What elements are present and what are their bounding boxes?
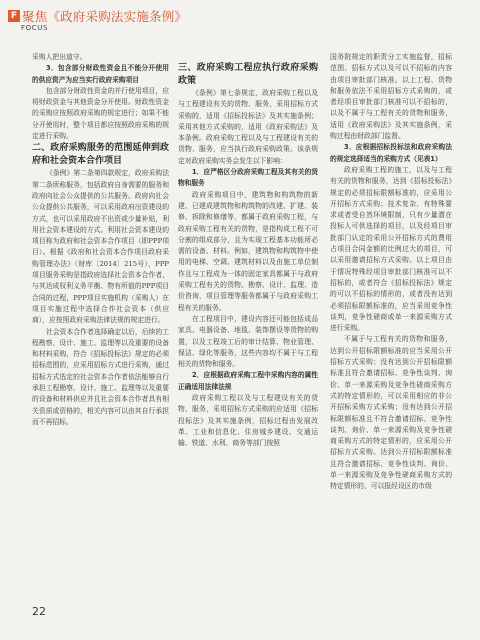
paragraph: 政府采购项目中，建筑物和构筑物的新建、已建成建筑物和构筑物的改建、扩建、装修、拆除和修缮等，都属于政府采购工程，与政府采购工程有关的货物，是指构成工程不可分割的组成部分，且为实现工程基本功能所必需的设备、材料。例如，建筑物和构筑物中使用的电梯、空调、建筑材料以及由施工单位制作且与工程成为一体的固定家具都属于与政府采购工程有关的货物。勘察、设计、监理、造价咨询、项目管理等服务都属于与政府采购工程有关的服务。 xyxy=(178,190,318,312)
page-number: 22 xyxy=(32,605,46,618)
text-column-middle xyxy=(178,52,318,450)
paragraph: 国务院规定的职责分工实施监督，招标范围、招标方式以及可以不招标的内容由项目审批部门核准。以上工程、货物和服务依法不采用招标方式采购的，或者经项目审批部门核准可以不招标的，以及不属于与工程有关的货物和服务，适用《政府采购法》及其实施条例，采购过程由财政部门监督。 xyxy=(330,53,452,141)
paragraph: 《条例》第二条第四款规定，政府采购法第二条所称服务，包括政府自身需要的服务和政府向社会公众提供的公共服务。政府向社会公众提供公共服务，可以采用政府出资建设的方式，也可以采用政府不出资或少量补贴，利用社会资本建设的方式。利用社会资本建设的项目称为政府和社会资本合作项目（即PPP项目）。根据《政府和社会资本合作项目政府采购管理办法》（财库〔2014〕215号），PPP项目服务采购是指政府选择社会资本合作者，与其达成权利义务平衡、物有所值的PPP项目合同的过程，PPP项目实施机构（采购人）在项目实施过程中选择合作社会资本（供应商），应按照政府采购法律法规的规定进行。 xyxy=(32,169,169,325)
magazine-logo-icon: F xyxy=(8,10,20,22)
text-column-left xyxy=(32,52,169,428)
paragraph: 社会资本合作者选择确定以后，后续的工程勘察、设计、施工、监理等以及重要的设备和材料采购，符合《招标投标法》规定的必须招标范围的，应采用招标方式进行采购，通过招标方式选定的社会资本合作者依法能够自行承担工程勘察、设计、施工、监理等以及重要的设备和材料供应并且社会资本合作者具有相关资质或资格的，相关内容可以由其自行承担而不再招标。 xyxy=(32,327,169,426)
section-subtitle: FOCUS xyxy=(21,24,48,32)
subsection-heading: 3．应根据招标投标法和政府采购法的规定选择适当的采购方式（见表1） xyxy=(330,143,452,163)
section-heading: 二、政府采购服务的范围延伸到政府和社会资本合作项目 xyxy=(32,143,169,167)
text-column-right xyxy=(330,52,452,493)
paragraph: 不属于与工程有关的货物和服务，达到公开招标限额标准的应当采用公开招标方式采购；没有达到公开招标限额标准且符合邀请招标、竞争性谈判、询价、单一来源采购及竞争性磋商采购方式的特定情形的，可以采用相应的非公开招标采购方式采购；没有达到公开招标限额标准且不符合邀请招标、竞争性谈判、询价、单一来源采购及竞争性磋商采购方式的特定情形的，应采用公开招标方式采购。达到公开招标限额标准且符合邀请招标、竞争性谈判、询价、单一来源采购及竞争性磋商采购方式的特定情形的，可以报经设区的市级 xyxy=(330,335,452,491)
subsection-heading: 1．应严格区分政府采购工程及其有关的货物和服务 xyxy=(178,168,318,188)
page-header xyxy=(0,0,480,36)
paragraph: 在工程项目中，建设内容还可能包括成品家具、电器设备、地毯、装饰摆设等货物的购置，以及工程竣工后的审计结算、物业管理、保洁、绿化等服务，这些内容均不属于与工程相关的货物和服务。 xyxy=(178,314,318,369)
paragraph: 采购人把出道守。 xyxy=(32,53,87,61)
subsection-heading: 3．包含部分财政性资金且不能分开使用的供应资产为应当实行政府采购项目 xyxy=(32,64,169,84)
paragraph: 包含部分财政性资金的并行使用项目，应将财政资金与其他资金分开使用。财政性资金的采购应按照政府采购的规定进行；如果不能分开使用时，整个项目都应按照政府采购的规定进行采购。 xyxy=(32,86,169,141)
paragraph: 政府采购工程的施工，以及与工程有关的货物和服务，达到《招标投标法》规定的必须招标限额标准的，应采用公开招标方式采购；技术复杂、有特殊要求或者受自然环境限制，只有少量潜在投标人可供选择的项目，以及经项目审批部门认定的采用公开招标方式的费用占项目合同金额的比例过大的项目，可以采用邀请招标方式采购。以上项目由于情况特殊经项目审批部门核准可以不招标的，或者符合《招标投标法》规定的可以不招标的情形的，或者没有达到必须招标限额标准的，应当采用竞争性谈判，竞争性磋商或单一来源采购方式进行采购。 xyxy=(330,165,452,333)
paragraph: 《条例》第七条规定，政府采购工程以及与工程建设有关的货物、服务，采用招标方式采购的，适用《招标投标法》及其实施条例；采用其他方式采购的，适用《政府采购法》及本条例。政府采购工程以及与工程建设有关的货物、服务，应当执行政府采购政策。该条规定对政府采购实务会发生以下影响： xyxy=(178,89,318,165)
section-heading: 三、政府采购工程应执行政府采购政策 xyxy=(178,63,318,86)
subsection-heading: 2．应根据政府采购工程中采购内容的属性正确适用法律法规 xyxy=(178,371,318,391)
paragraph: 政府采购工程以及与工程建设有关的货物、服务，采用招标方式采购的应适用《招标投标法》及其实施条例，招标过程由发展改革、工业和信息化、住房城乡建设、交通运输、铁道、水利、商务等部门按照 xyxy=(178,394,318,448)
section-title: 聚焦《政府采购法实施条例》 xyxy=(22,9,188,24)
